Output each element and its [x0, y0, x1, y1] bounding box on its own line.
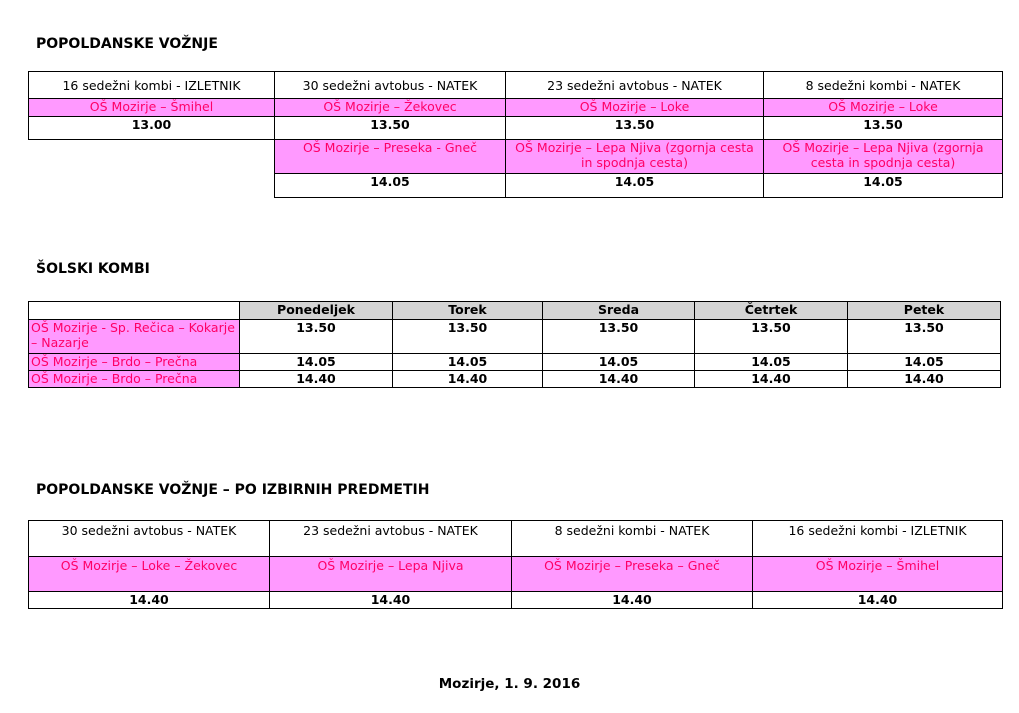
vehicle-header: 8 sedežni kombi - NATEK	[512, 521, 753, 557]
route-cell: OŠ Mozirje – Šmihel	[29, 99, 275, 117]
section1-time-row	[29, 117, 1003, 140]
route-cell: OŠ Mozirje – Lepa Njiva (zgornja cesta in spodnja cesta)	[764, 140, 1003, 174]
route-cell: OŠ Mozirje – Preseka - Gneč	[275, 140, 506, 174]
route-cell: OŠ Mozirje – Žekovec	[275, 99, 506, 117]
time-cell: 14.40	[543, 371, 695, 388]
time-cell: 14.05	[506, 174, 764, 198]
time-cell: 14.40	[753, 592, 1003, 609]
section3-header-row	[29, 521, 1003, 557]
time-cell: 14.40	[240, 371, 393, 388]
day-header: Četrtek	[695, 302, 848, 320]
day-header: Sreda	[543, 302, 695, 320]
day-header: Ponedeljek	[240, 302, 393, 320]
route-cell: OŠ Mozirje – Brdo – Prečna	[29, 371, 240, 388]
route-cell: OŠ Mozirje – Šmihel	[753, 557, 1003, 592]
route-cell: OŠ Mozirje – Preseka – Gneč	[512, 557, 753, 592]
section1-table	[28, 71, 1003, 198]
section3-title: POPOLDANSKE VOŽNJE – PO IZBIRNIH PREDMETIH	[36, 482, 430, 498]
time-cell: 14.05	[848, 354, 1001, 371]
time-cell: 13.50	[275, 117, 506, 140]
section3-table	[28, 520, 1003, 609]
vehicle-header: 30 sedežni avtobus - NATEK	[275, 72, 506, 99]
route-cell: OŠ Mozirje – Loke – Žekovec	[29, 557, 270, 592]
section2-title: ŠOLSKI KOMBI	[36, 261, 150, 277]
day-header: Torek	[393, 302, 543, 320]
time-cell: 14.40	[695, 371, 848, 388]
section3-route-row	[29, 557, 1003, 592]
vehicle-header: 8 sedežni kombi - NATEK	[764, 72, 1003, 99]
time-cell: 14.40	[848, 371, 1001, 388]
time-cell: 14.05	[240, 354, 393, 371]
time-cell: 13.50	[848, 320, 1001, 354]
section1-header-row	[29, 72, 1003, 99]
time-cell: 13.50	[695, 320, 848, 354]
time-cell: 13.50	[764, 117, 1003, 140]
vehicle-header: 30 sedežni avtobus - NATEK	[29, 521, 270, 557]
footer-date: Mozirje, 1. 9. 2016	[438, 676, 581, 692]
section1-title: POPOLDANSKE VOŽNJE	[36, 36, 218, 52]
section1-route-row	[29, 99, 1003, 117]
time-cell: 13.50	[506, 117, 764, 140]
vehicle-header: 16 sedežni kombi - IZLETNIK	[753, 521, 1003, 557]
time-cell: 13.50	[240, 320, 393, 354]
vehicle-header: 23 sedežni avtobus - NATEK	[270, 521, 512, 557]
section1-route-row-2	[29, 140, 1003, 174]
time-cell: 14.40	[29, 592, 270, 609]
table-row	[29, 320, 1001, 354]
time-cell: 14.05	[764, 174, 1003, 198]
route-cell: OŠ Mozirje – Lepa Njiva	[270, 557, 512, 592]
vehicle-header: 23 sedežni avtobus - NATEK	[506, 72, 764, 99]
day-header: Petek	[848, 302, 1001, 320]
time-cell: 14.40	[270, 592, 512, 609]
table-row	[29, 354, 1001, 371]
section3-time-row	[29, 592, 1003, 609]
time-cell: 14.40	[512, 592, 753, 609]
time-cell: 14.05	[393, 354, 543, 371]
section1-time-row-2	[29, 174, 1003, 198]
time-cell: 14.05	[543, 354, 695, 371]
section2-table	[28, 301, 1001, 388]
time-cell: 13.50	[543, 320, 695, 354]
route-cell: OŠ Mozirje – Loke	[506, 99, 764, 117]
route-cell: OŠ Mozirje – Brdo – Prečna	[29, 354, 240, 371]
time-cell: 14.05	[695, 354, 848, 371]
table-row	[29, 371, 1001, 388]
section2-header-row	[29, 302, 1001, 320]
time-cell: 13.00	[29, 117, 275, 140]
route-cell: OŠ Mozirje - Sp. Rečica – Kokarje – Nazarje	[29, 320, 240, 354]
time-cell: 13.50	[393, 320, 543, 354]
time-cell: 14.40	[393, 371, 543, 388]
vehicle-header: 16 sedežni kombi - IZLETNIK	[29, 72, 275, 99]
route-cell: OŠ Mozirje – Lepa Njiva (zgornja cesta in spodnja cesta)	[506, 140, 764, 174]
route-cell: OŠ Mozirje – Loke	[764, 99, 1003, 117]
time-cell: 14.05	[275, 174, 506, 198]
